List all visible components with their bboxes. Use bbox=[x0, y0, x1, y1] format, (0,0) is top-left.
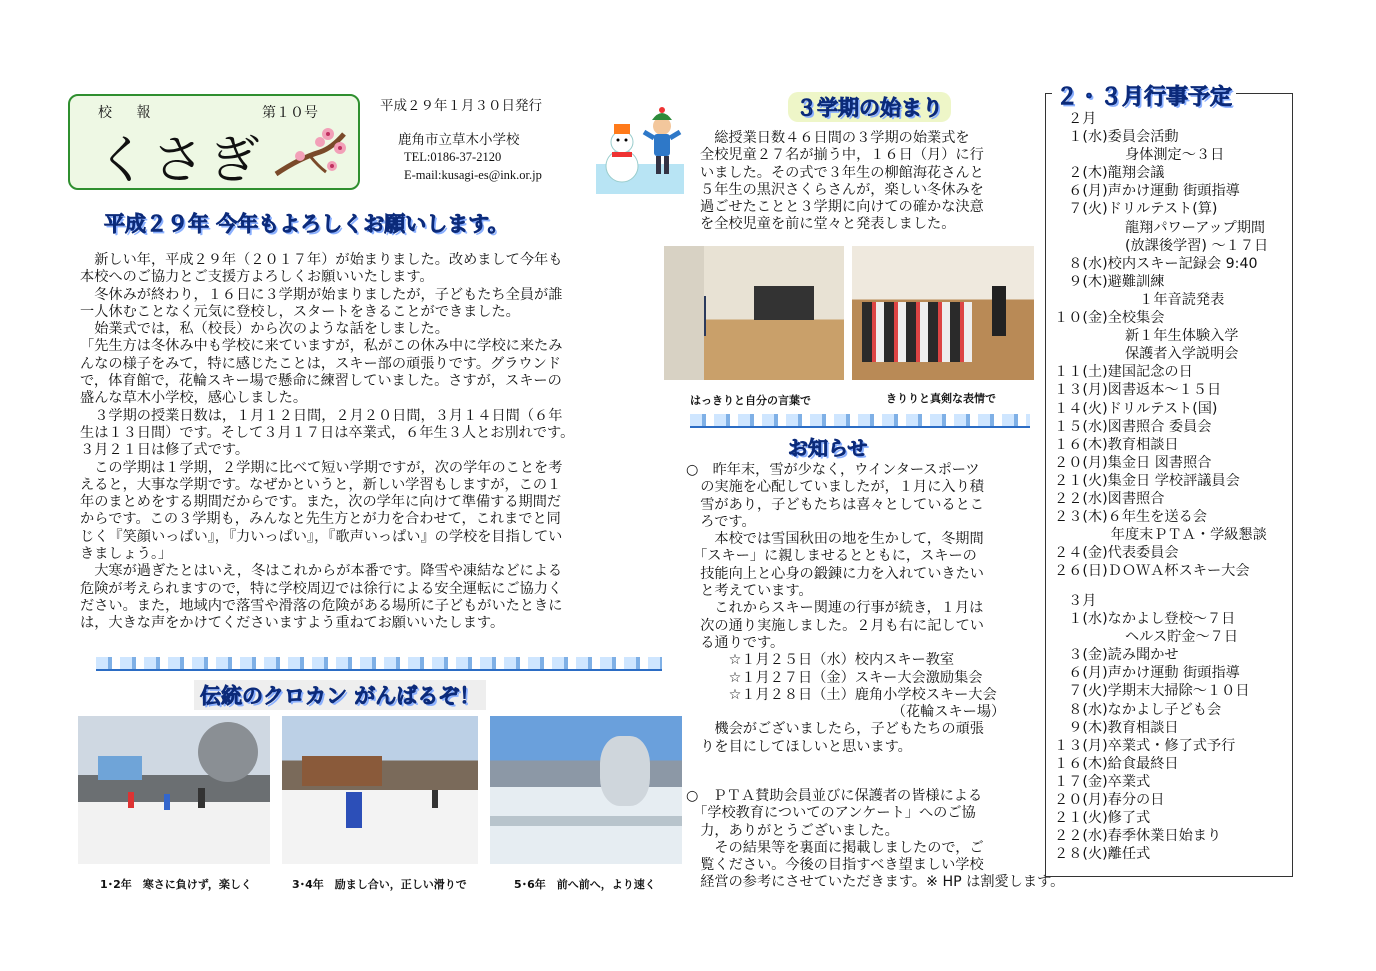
schedule-entry: ７(火)ドリルテスト(算) bbox=[1054, 201, 1218, 218]
notice-section-2 bbox=[686, 788, 1064, 892]
photo-grade-1-2 bbox=[78, 716, 270, 864]
schedule-entry: ８(水)なかよし子ども会 bbox=[1054, 701, 1222, 718]
notice-line: ☆１月２５日（水）校内スキー教室 bbox=[686, 652, 955, 669]
notice-line: ○ ＰＴＡ賛助会員並びに保護者の皆様による bbox=[686, 788, 983, 804]
notice-line: 力，ありがとうございました。 bbox=[686, 822, 899, 839]
left-article-title: 平成２９年 今年もよろしくお願いします。 bbox=[104, 212, 509, 236]
school-tel: TEL:0186-37-2120 bbox=[404, 150, 502, 164]
schedule-entry: ２８(火)離任式 bbox=[1054, 846, 1151, 863]
photo-grade-5-6 bbox=[490, 716, 682, 864]
left-paragraph-line: 始業式では，私（校長）から次のような話をしました。 bbox=[80, 321, 449, 338]
notice-line: 技能向上と心身の鍛錬に力を入れていきたい bbox=[686, 565, 984, 582]
schedule-entry: １６(木)教育相談日 bbox=[1054, 436, 1179, 453]
notice-line: 本校では雪国秋田の地を生かして，冬期間 bbox=[686, 531, 984, 548]
schedule-entry: １(水)なかよし登校～７日 bbox=[1054, 611, 1236, 628]
notice-line: 次の通り実施しました。２月も右に記してい bbox=[686, 617, 984, 634]
schedule-entry: １３(月)卒業式・修了式予行 bbox=[1054, 737, 1236, 754]
left-paragraph-line: 新しい年，平成２９年（２０１７年）が始まりました。改めまして今年も bbox=[80, 252, 563, 268]
mid-paragraph-line: ５年生の黒沢さくらさんが，楽しい冬休みを bbox=[700, 181, 984, 198]
photo-speech-1 bbox=[664, 246, 844, 380]
left-paragraph-line: 本校へのご協力とご支援方よろしくお願いいたします。 bbox=[80, 269, 434, 286]
left-article-body bbox=[80, 252, 648, 633]
schedule-entry: 身体測定～３日 bbox=[1054, 147, 1225, 164]
masthead-kouhou: 校 報 bbox=[98, 105, 161, 121]
school-name: 鹿角市立草木小学校 bbox=[398, 132, 520, 148]
notice-line: 雪があり，子どもたちは喜々としているとこ bbox=[686, 496, 984, 513]
schedule-entry: 龍翔パワーアップ期間 bbox=[1054, 219, 1266, 236]
schedule-entry: １７(金)卒業式 bbox=[1054, 773, 1151, 790]
left-paragraph-line: ださい。また，地域内で落雪や滑落の危険がある場所に子どもがいたときに bbox=[80, 597, 563, 614]
notice-title: お知らせ bbox=[788, 436, 868, 460]
left-paragraph-line: ３月２１日は修了式です。 bbox=[80, 442, 250, 459]
plum-blossom-icon bbox=[270, 122, 350, 180]
photo-caption: 5･6年 前へ前へ，より速く bbox=[514, 878, 656, 891]
mid-paragraph-line: 過ごせたことと３学期に向けての確かな決意 bbox=[700, 199, 984, 216]
schedule-entry: １(水)委員会活動 bbox=[1054, 129, 1179, 146]
month-heading: ３月 bbox=[1068, 593, 1097, 609]
mid-paragraph-line: いました。その式で３年生の柳館海花さんと bbox=[700, 164, 984, 181]
masthead-name: くさぎ bbox=[96, 131, 265, 191]
left-paragraph-line: んなの様子をみて，特に感じたことは，スキー部の頑張りです。グラウンド bbox=[80, 355, 561, 372]
notice-line: 「学校教育についてのアンケート」へのご協 bbox=[686, 805, 976, 822]
third-term-title: ３学期の始まり bbox=[788, 92, 951, 122]
schedule-entry: １４(火)ドリルテスト(国) bbox=[1054, 400, 1218, 417]
notice-section-1 bbox=[686, 462, 1005, 756]
notice-line: と考えています。 bbox=[686, 583, 813, 600]
mid-paragraph-line: 全校児童２７名が揃う中，１６日（月）に行 bbox=[700, 147, 984, 164]
schedule-entry: ８(水)校内スキー記録会 9:40 bbox=[1054, 255, 1258, 272]
left-paragraph-line: は，大きな声をかけてくださいますよう重ねてお願いいたします。 bbox=[80, 615, 505, 632]
school-email: E-mail:kusagi-es@ink.or.jp bbox=[404, 168, 542, 182]
photo-caption: 1･2年 寒さに負けず，楽しく bbox=[100, 878, 252, 891]
left-paragraph-line: ３学期の授業日数は，１月１２日間，２月２０日間，３月１４日間（６年 bbox=[80, 407, 563, 424]
notice-line: ☆１月２７日（金）スキー大会激励集会 bbox=[686, 669, 983, 686]
snowman-illustration bbox=[596, 104, 684, 194]
left-paragraph-line: えると，大事な学期です。なぜかというと，新しい学習もしますが，この１ bbox=[80, 476, 562, 493]
notice-line: これからスキー関連の行事が続き，１月は bbox=[686, 600, 984, 617]
schedule-entry: ２(木)龍翔会議 bbox=[1054, 165, 1165, 182]
third-term-body bbox=[700, 130, 984, 234]
photo-speech-2 bbox=[852, 246, 1034, 380]
issue-date: 平成２９年１月３０日発行 bbox=[380, 98, 542, 114]
photo-caption: 3･4年 励まし合い，正しい滑りで bbox=[292, 878, 467, 891]
left-paragraph-line: 年のまとめをする期間だからです。また，次の学年に向けて準備する期間だ bbox=[80, 494, 562, 511]
schedule-entry: ヘルス貯金～７日 bbox=[1054, 629, 1239, 646]
notice-line: の実施を心配していましたが，１月に入り積 bbox=[686, 479, 984, 496]
left-paragraph-line: 生は１３日間）です。そして３月１７日は卒業式，６年生３人とお別れです。 bbox=[80, 424, 575, 441]
schedule-entry: １３(月)図書返本～１５日 bbox=[1054, 382, 1222, 399]
snowman-icon bbox=[606, 124, 638, 182]
child-skater-icon bbox=[644, 107, 680, 174]
schedule-entry: ３(金)読み聞かせ bbox=[1054, 647, 1179, 664]
notice-line: 覧ください。今後の目指すべき望ましい学校 bbox=[686, 857, 984, 874]
decorative-separator bbox=[96, 657, 662, 671]
schedule-entry: ２３(木)６年生を送る会 bbox=[1054, 509, 1207, 526]
photo-grade-3-4 bbox=[282, 716, 478, 864]
notice-line: （花輪スキー場） bbox=[686, 704, 1006, 721]
schedule-entry: １年音読発表 bbox=[1054, 291, 1225, 308]
photo-caption: きりりと真剣な表情で bbox=[886, 392, 996, 405]
kurokan-title: 伝統のクロカン がんばるぞ！ bbox=[194, 680, 486, 710]
left-paragraph-line: きましょう。」 bbox=[80, 546, 173, 563]
schedule-entry: ２１(火)集金日 学校評議員会 bbox=[1054, 472, 1240, 489]
schedule-entry: ７(火)学期末大掃除～１０日 bbox=[1054, 683, 1250, 700]
left-paragraph-line: 冬休みが終わり，１６日に３学期が始まりましたが，子どもたち全員が誰 bbox=[80, 286, 563, 303]
left-paragraph-line: で，体育館で，花輪スキー場で懸命に練習していました。さすが，スキーの bbox=[80, 373, 562, 390]
decorative-separator bbox=[690, 414, 1030, 428]
schedule-entry: １５(水)図書照合 委員会 bbox=[1054, 418, 1212, 435]
notice-line: 経営の参考にさせていただきます。※ HP は割愛します。 bbox=[686, 874, 1065, 891]
left-paragraph-line: 一人休むことなく元気に登校し，スタートをきることができました。 bbox=[80, 303, 520, 320]
notice-line: ろです。 bbox=[686, 513, 756, 530]
photo-caption: はっきりと自分の言葉で bbox=[690, 394, 811, 407]
schedule-entry: 保護者入学説明会 bbox=[1054, 346, 1239, 363]
masthead bbox=[68, 94, 360, 190]
notice-line: る通りです。 bbox=[686, 634, 785, 651]
left-paragraph-line: からです。この３学期も，みんなと先生方とが力を合わせて，これまでと同 bbox=[80, 511, 561, 528]
schedule-entry: ２２(水)春季休業日始まり bbox=[1054, 828, 1222, 845]
left-paragraph-line: 盛んな草木小学校，感心しました。 bbox=[80, 390, 308, 407]
left-paragraph-line: じく『笑顔いっぱい』，『力いっぱい』，『歌声いっぱい』の学校を目指してい bbox=[80, 528, 563, 545]
march-schedule bbox=[1054, 592, 1250, 863]
notice-line: ○ 昨年末，雪が少なく，ウインタースポーツ bbox=[686, 462, 980, 478]
schedule-entry: ２０(月)集金日 図書照合 bbox=[1054, 454, 1212, 471]
schedule-entry: １１(土)建国記念の日 bbox=[1054, 364, 1193, 381]
left-paragraph-line: この学期は１学期，２学期に比べて短い学期ですが，次の学年のことを考 bbox=[80, 459, 563, 476]
masthead-issue: 第１０号 bbox=[262, 105, 318, 121]
schedule-title: ２・３月行事予定 bbox=[1052, 80, 1236, 111]
schedule-entry: ２０(月)春分の日 bbox=[1054, 792, 1165, 809]
schedule-entry: ６(月)声かけ運動 街頭指導 bbox=[1054, 183, 1240, 200]
schedule-entry: ９(木)教育相談日 bbox=[1054, 719, 1179, 736]
schedule-entry: １６(木)給食最終日 bbox=[1054, 755, 1179, 772]
schedule-entry: ２４(金)代表委員会 bbox=[1054, 545, 1179, 562]
schedule-entry: １０(金)全校集会 bbox=[1054, 310, 1165, 327]
month-heading: ２月 bbox=[1068, 111, 1097, 127]
notice-line: 機会がございましたら，子どもたちの頑張 bbox=[686, 721, 984, 738]
mid-paragraph-line: を全校児童を前に堂々と発表しました。 bbox=[700, 216, 956, 233]
february-schedule bbox=[1054, 110, 1268, 580]
schedule-entry: ６(月)声かけ運動 街頭指導 bbox=[1054, 665, 1240, 682]
schedule-entry: ２６(日)ＤＯＷＡ杯スキー大会 bbox=[1054, 563, 1250, 580]
notice-line: その結果等を裏面に掲載しましたので，ご bbox=[686, 839, 984, 856]
schedule-entry: ２２(水)図書照合 bbox=[1054, 490, 1165, 507]
notice-line: 「スキー」に親しませるとともに，スキーの bbox=[686, 548, 977, 565]
left-paragraph-line: 危険が考えられますので，特に学校周辺では徐行による安全運転にご協力く bbox=[80, 580, 563, 597]
notice-line: りを目にしてほしいと思います。 bbox=[686, 738, 912, 755]
schedule-entry: 新１年生体験入学 bbox=[1054, 328, 1239, 345]
mid-paragraph-line: 総授業日数４６日間の３学期の始業式を bbox=[700, 130, 970, 146]
left-paragraph-line: 大寒が過ぎたとはいえ，冬はこれからが本番です。降雪や凍結などによる bbox=[80, 563, 563, 580]
schedule-entry: ９(木)避難訓練 bbox=[1054, 273, 1165, 290]
notice-line: ☆１月２８日（土）鹿角小学校スキー大会 bbox=[686, 686, 997, 703]
schedule-entry: 年度末ＰＴＡ・学級懇談 bbox=[1054, 527, 1267, 544]
left-paragraph-line: 「先生方は冬休み中も学校に来ていますが，私がこの休み中に学校に来たみ bbox=[80, 338, 563, 355]
schedule-entry: ２１(火)修了式 bbox=[1054, 810, 1151, 827]
schedule-entry: (放課後学習) ～１７日 bbox=[1054, 237, 1269, 254]
